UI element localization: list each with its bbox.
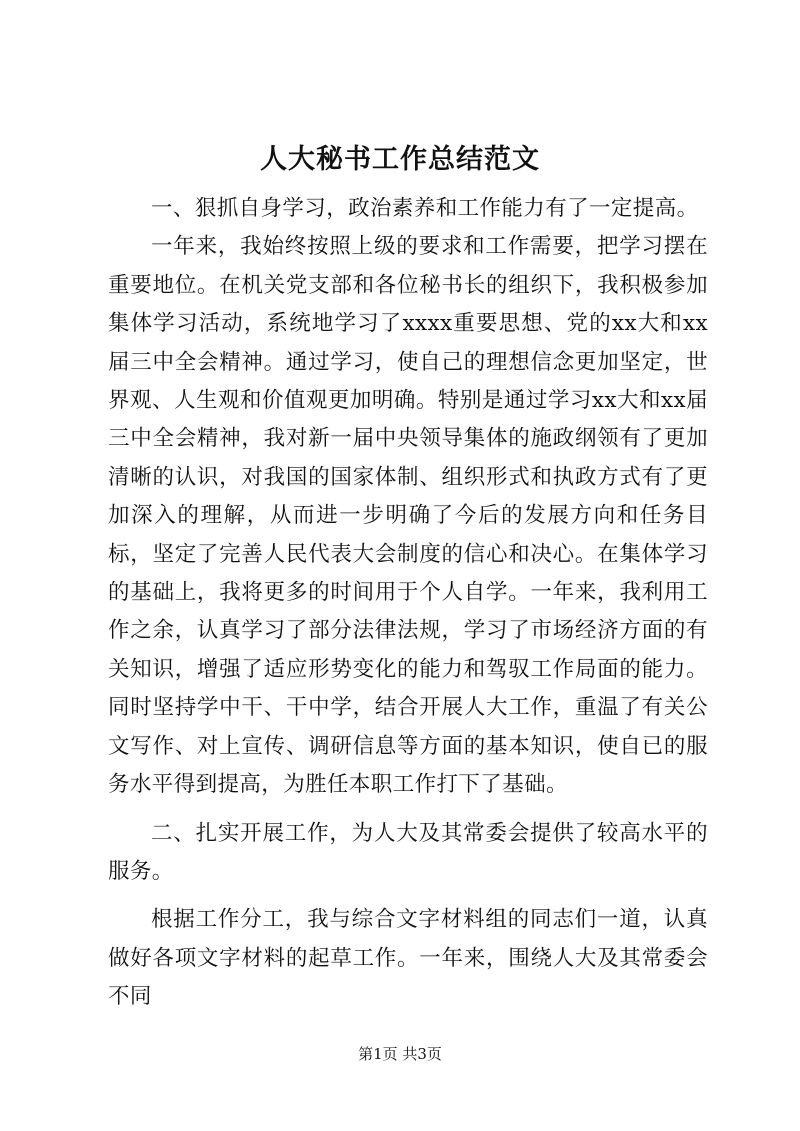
body-paragraph-1: 一年来，我始终按照上级的要求和工作需要，把学习摆在重要地位。在机关党支部和各位秘书长的组织下，我积极参加集体学习活动，系统地学习了xxxx重要思想、党的xx大和xx届三中全会精神。通过学习，使自己的理想信念更加坚定，世界观、人生观和价值观更加明确。特别是通过学习xx大和xx届三中全会精神，我对新一届中央领导集体的施政纲领有了更加清晰的认识，对我国的国家体制、组织形式和执政方式有了更加深入的理解，从而进一步明确了今后的发展方向和任务目标，坚定了完善人民代表大会制度的信心和决心。在集体学习的基础上，我将更多的时间用于个人自学。一年来，我利用工作之余，认真学习了部分法律法规，学习了市场经济方面的有关知识，增强了适应形势变化的能力和驾驭工作局面的能力。同时坚持学中干、干中学，结合开展人大工作，重温了有关公文写作、对上宣传、调研信息等方面的基本知识，使自已的服务水平得到提高，为胜任本职工作打下了基础。: [108, 234, 708, 798]
document-title: 人大秘书工作总结范文: [260, 144, 540, 175]
body-paragraph-2: 根据工作分工，我与综合文字材料组的同志们一道，认真做好各项文字材料的起草工作。一年来，围绕人大及其常委会不同: [108, 907, 708, 1010]
section-heading-2: 二、扎实开展工作，为人大及其常委会提供了较高水平的服务。: [108, 820, 708, 884]
page-footer: 第1页 共3页: [358, 1045, 442, 1063]
document-body: [108, 190, 708, 1017]
section-heading-1: 一、狠抓自身学习，政治素养和工作能力有了一定提高。: [151, 196, 699, 221]
